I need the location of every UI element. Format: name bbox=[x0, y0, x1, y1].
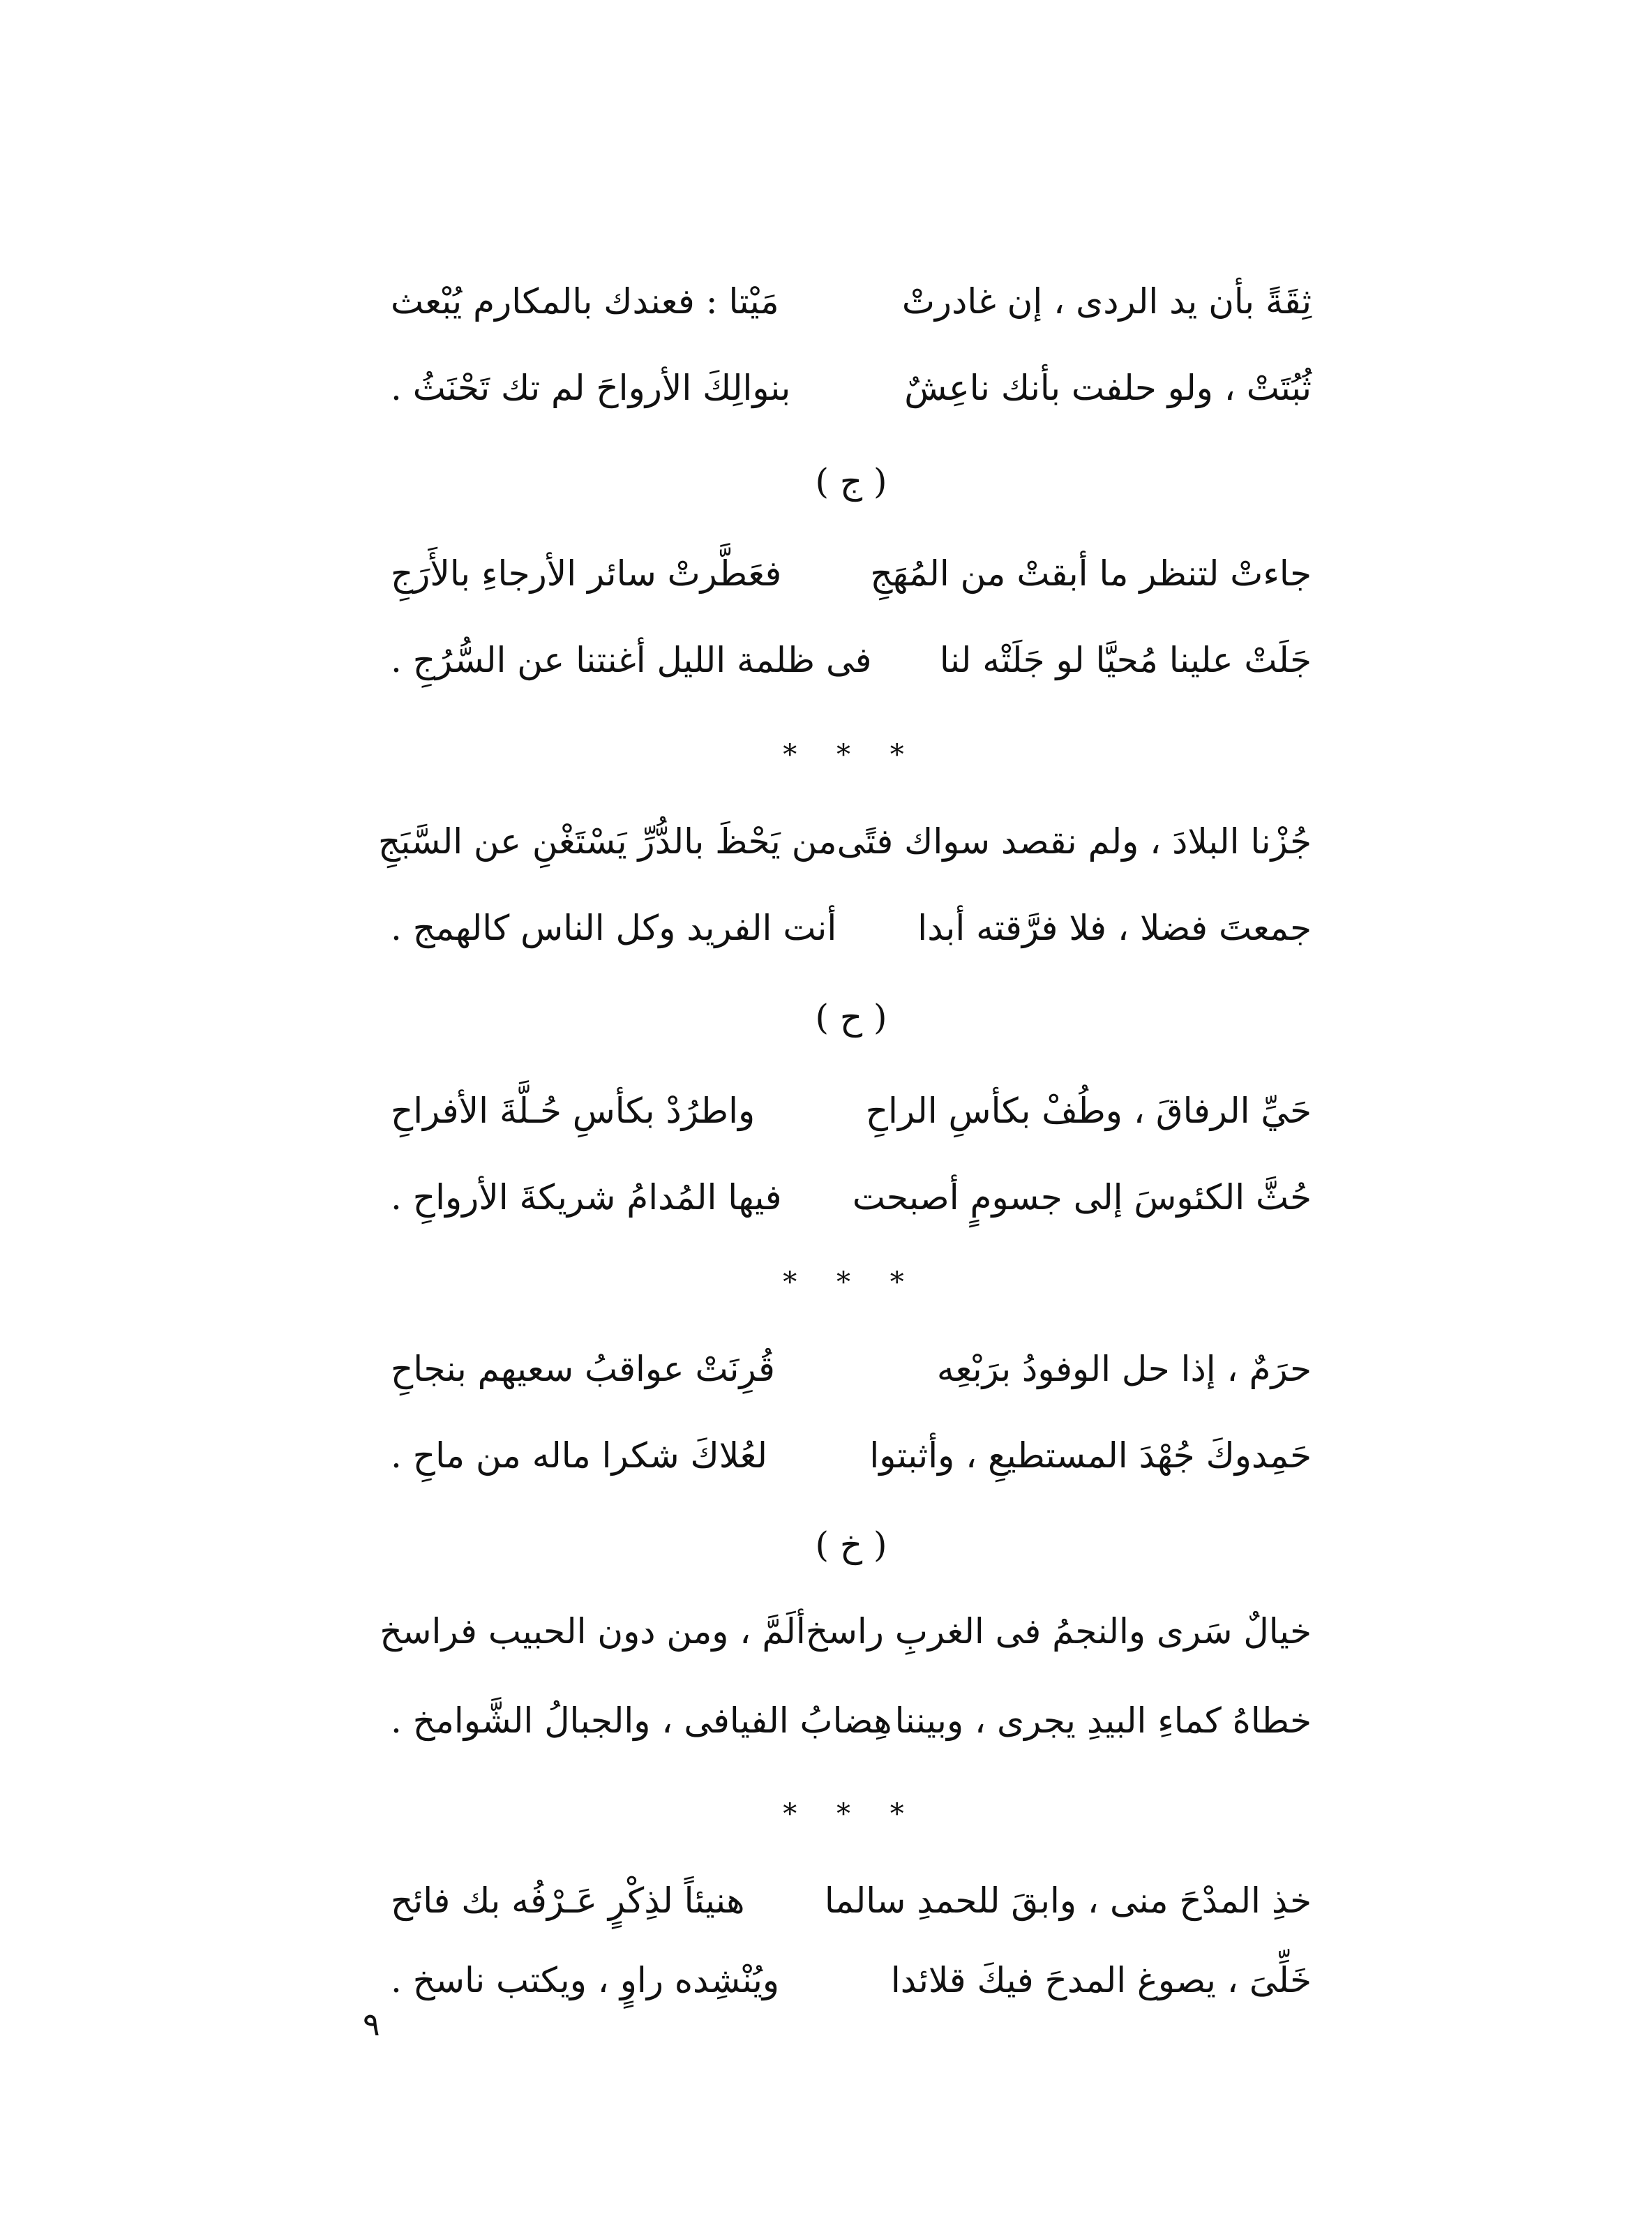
second-hemistich: لعُلاكَ شكرا ماله من ماحِ . bbox=[391, 1435, 767, 1476]
verse-line bbox=[391, 627, 1312, 694]
first-hemistich: خَلِّىَ ، يصوغ المدحَ فيكَ قلائدا bbox=[890, 1960, 1312, 2000]
first-hemistich: جمعتَ فضلا ، فلا فرَّقته أبدا bbox=[917, 908, 1312, 948]
verse-line bbox=[378, 808, 1312, 875]
first-hemistich: حَيِّ الرفاقَ ، وطُفْ بكأسِ الراحِ bbox=[865, 1091, 1312, 1131]
first-hemistich: جُزْنا البلادَ ، ولم نقصد سواك فتًى bbox=[836, 821, 1312, 862]
first-hemistich: ثِقَةً بأن يد الردى ، إن غادرتْ bbox=[901, 281, 1312, 322]
section-heading: ( خ ) bbox=[815, 1525, 887, 1565]
second-hemistich: هِضابُ الفيافى ، والجبالُ الشَّوامخ . bbox=[391, 1700, 892, 1741]
first-hemistich: جاءتْ لتنظر ما أبقتْ من المُهَجِ bbox=[870, 553, 1312, 594]
second-hemistich: واطرُدْ بكأسِ حُـلَّةَ الأفراحِ bbox=[391, 1091, 756, 1131]
second-hemistich: مَيْتا : فعندك بالمكارم يُبْعث bbox=[391, 281, 779, 322]
second-hemistich: فيها المُدامُ شريكةَ الأرواحِ . bbox=[391, 1177, 782, 1218]
verse-line bbox=[391, 354, 1312, 421]
verse-line bbox=[391, 895, 1312, 961]
second-hemistich: فعَطَّرتْ سائر الأرجاءِ بالأَرَجِ bbox=[391, 553, 782, 594]
verse-line bbox=[391, 1422, 1312, 1489]
first-hemistich: خطاهُ كماءِ البيدِ يجرى ، وبيننا bbox=[894, 1700, 1312, 1741]
page-number: ٩ bbox=[363, 2005, 380, 2043]
verse-line bbox=[391, 1867, 1312, 1934]
verse-line bbox=[391, 540, 1312, 607]
second-hemistich: أنت الفريد وكل الناس كالهمج . bbox=[391, 908, 837, 948]
first-hemistich: جَلَتْ علينا مُحيَّا لو جَلَتْه لنا bbox=[939, 640, 1312, 680]
section-heading: ( ج ) bbox=[815, 461, 887, 502]
second-hemistich: هنيئاً لذِكْرٍ عَـرْفُه بك فائح bbox=[391, 1880, 745, 1921]
verse-line bbox=[380, 1598, 1312, 1665]
first-hemistich: حرَمٌ ، إذا حل الوفودُ برَبْعِه bbox=[936, 1349, 1312, 1389]
section-divider: * * * bbox=[783, 1798, 919, 1830]
second-hemistich: ويُنْشِده راوٍ ، ويكتب ناسخ . bbox=[391, 1960, 780, 2000]
second-hemistich: بنوالِكَ الأرواحَ لم تك تَحْنَثُ . bbox=[391, 368, 791, 408]
first-hemistich: خذِ المدْحَ منى ، وابقَ للحمدِ سالما bbox=[824, 1880, 1312, 1921]
verse-line bbox=[391, 1077, 1312, 1144]
second-hemistich: قُرِنَتْ عواقبُ سعيهم بنجاحِ bbox=[391, 1349, 775, 1389]
first-hemistich: ثُبُتَتْ ، ولو حلفت بأنك ناعِشٌ bbox=[904, 368, 1312, 408]
section-heading: ( ح ) bbox=[815, 997, 887, 1038]
section-divider: * * * bbox=[783, 1266, 919, 1299]
first-hemistich: حُثَّ الكئوسَ إلى جسومٍ أصبحت bbox=[852, 1177, 1312, 1218]
verse-line bbox=[391, 1947, 1312, 2014]
first-hemistich: حَمِدوكَ جُهْدَ المستطيعِ ، وأثبتوا bbox=[869, 1435, 1312, 1476]
verse-line bbox=[391, 1335, 1312, 1402]
first-hemistich: خيالٌ سَرى والنجمُ فى الغربِ راسخ bbox=[805, 1611, 1312, 1652]
section-divider: * * * bbox=[783, 739, 919, 771]
verse-line bbox=[391, 268, 1312, 335]
second-hemistich: ألَمَّ ، ومن دون الحبيب فراسخ bbox=[380, 1611, 806, 1652]
verse-line bbox=[391, 1164, 1312, 1231]
second-hemistich: من يَحْظَ بالدُّرِّ يَسْتَغْنِ عن السَّبَجِ bbox=[378, 821, 837, 862]
verse-line bbox=[391, 1687, 1312, 1754]
second-hemistich: فى ظلمة الليل أغنتنا عن السُّرُجِ . bbox=[391, 640, 872, 680]
